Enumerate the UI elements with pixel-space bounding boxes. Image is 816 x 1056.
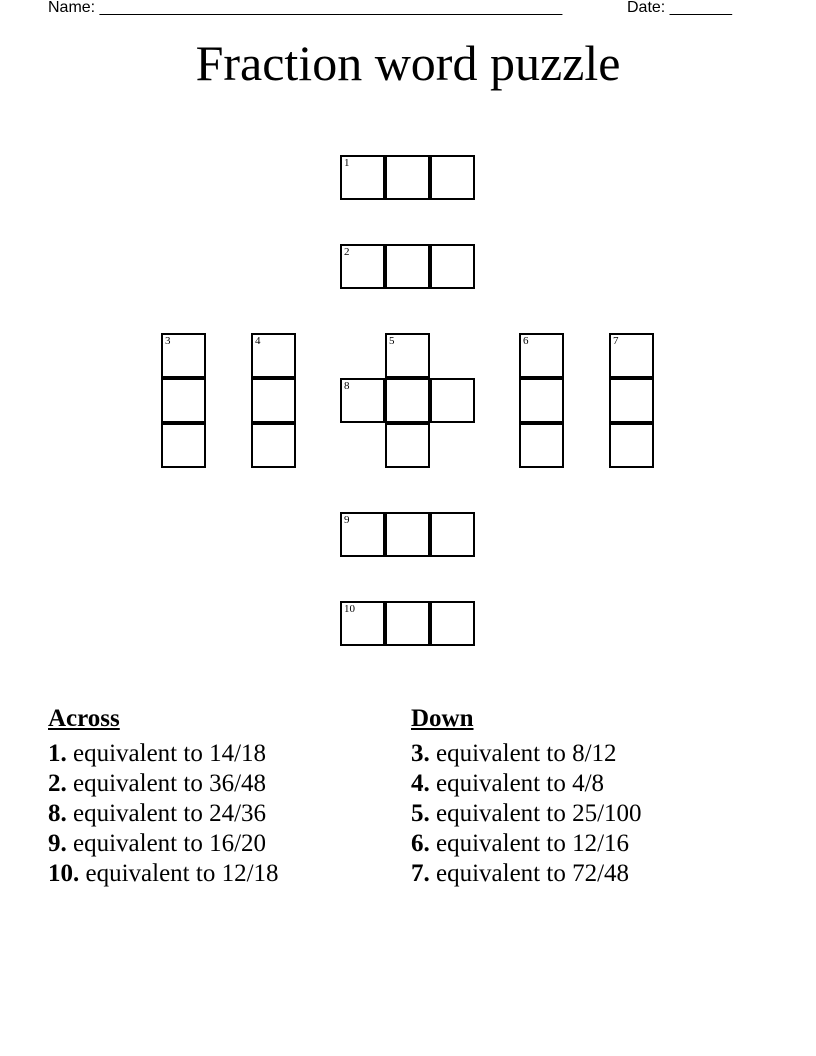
crossword-cell[interactable] xyxy=(161,333,206,378)
crossword-cell[interactable] xyxy=(609,378,654,423)
clue-text: equivalent to 72/48 xyxy=(436,860,630,887)
clue-item xyxy=(411,829,771,859)
clue-number: 7. xyxy=(411,860,430,887)
clue-item xyxy=(48,799,408,829)
cell-number: 10 xyxy=(344,603,355,615)
cell-number: 6 xyxy=(523,335,529,347)
clue-text: equivalent to 16/20 xyxy=(73,830,267,857)
clue-text: equivalent to 25/100 xyxy=(436,800,642,827)
name-field-line: Name: ____________________________________________________ xyxy=(48,0,563,16)
clue-text: equivalent to 12/18 xyxy=(85,860,279,887)
crossword-cell[interactable] xyxy=(385,423,430,468)
clue-item xyxy=(48,829,408,859)
clue-number: 9. xyxy=(48,830,67,857)
crossword-cell[interactable] xyxy=(519,423,564,468)
clue-item xyxy=(411,799,771,829)
clue-item xyxy=(48,859,408,889)
crossword-cell[interactable] xyxy=(251,333,296,378)
clue-item xyxy=(48,769,408,799)
clue-text: equivalent to 24/36 xyxy=(73,800,267,827)
clue-item xyxy=(48,739,408,769)
crossword-cell[interactable] xyxy=(519,333,564,378)
down-clues xyxy=(411,703,771,889)
crossword-cell[interactable] xyxy=(430,244,475,289)
crossword-cell[interactable] xyxy=(340,244,385,289)
crossword-cell[interactable] xyxy=(385,244,430,289)
clue-number: 5. xyxy=(411,800,430,827)
crossword-cell[interactable] xyxy=(340,155,385,200)
crossword-cell[interactable] xyxy=(161,378,206,423)
clue-number: 3. xyxy=(411,740,430,767)
clue-number: 8. xyxy=(48,800,67,827)
page-title: Fraction word puzzle xyxy=(195,35,621,91)
crossword-cell[interactable] xyxy=(251,378,296,423)
clue-number: 2. xyxy=(48,770,67,797)
cell-number: 8 xyxy=(344,380,350,392)
cell-number: 9 xyxy=(344,514,350,526)
crossword-cell[interactable] xyxy=(251,423,296,468)
clue-number: 4. xyxy=(411,770,430,797)
cell-number: 4 xyxy=(255,335,261,347)
clue-text: equivalent to 12/16 xyxy=(436,830,630,857)
crossword-cell[interactable] xyxy=(161,423,206,468)
clue-item xyxy=(411,769,771,799)
clue-text: equivalent to 14/18 xyxy=(73,740,267,767)
clue-item xyxy=(411,739,771,769)
cell-number: 7 xyxy=(613,335,619,347)
crossword-cell[interactable] xyxy=(430,378,475,423)
cell-number: 3 xyxy=(165,335,171,347)
clue-number: 10. xyxy=(48,860,80,887)
clue-item xyxy=(411,859,771,889)
clue-number: 1. xyxy=(48,740,67,767)
clue-text: equivalent to 8/12 xyxy=(436,740,617,767)
crossword-cell[interactable] xyxy=(385,155,430,200)
crossword-cell[interactable] xyxy=(430,601,475,646)
crossword-cell[interactable] xyxy=(385,333,430,378)
crossword-cell[interactable] xyxy=(430,155,475,200)
clue-number: 6. xyxy=(411,830,430,857)
crossword-cell[interactable] xyxy=(385,512,430,557)
across-heading: Across xyxy=(48,705,120,732)
cell-number: 1 xyxy=(344,157,350,169)
crossword-cell[interactable] xyxy=(609,333,654,378)
crossword-cell[interactable] xyxy=(385,378,430,423)
down-heading: Down xyxy=(411,705,474,732)
clue-text: equivalent to 4/8 xyxy=(436,770,605,797)
cell-number: 5 xyxy=(389,335,395,347)
crossword-cell[interactable] xyxy=(340,601,385,646)
across-clues xyxy=(48,703,408,889)
crossword-cell[interactable] xyxy=(340,512,385,557)
cell-number: 2 xyxy=(344,246,350,258)
crossword-cell[interactable] xyxy=(430,512,475,557)
crossword-cell[interactable] xyxy=(340,378,385,423)
crossword-cell[interactable] xyxy=(519,378,564,423)
date-field-line: Date: _______ xyxy=(627,0,732,16)
clue-text: equivalent to 36/48 xyxy=(73,770,267,797)
crossword-cell[interactable] xyxy=(385,601,430,646)
crossword-cell[interactable] xyxy=(609,423,654,468)
